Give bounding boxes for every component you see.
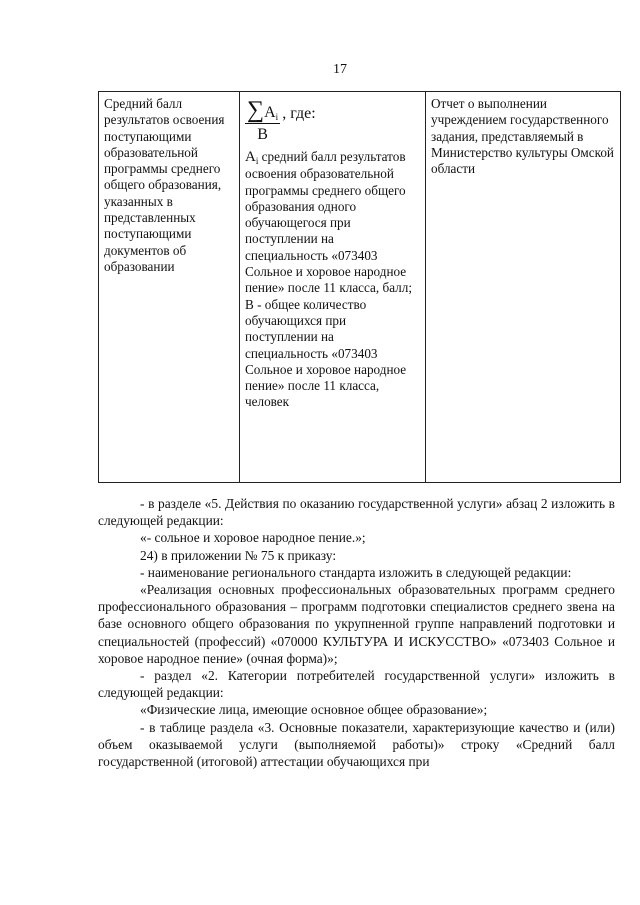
ai-variable: A <box>245 149 256 165</box>
indicator-name-cell: Средний балл результатов освоения поступающими образовательной программы среднего общего образования, указанных в представленных поступающими документов об образовании <box>99 92 240 483</box>
data-source-cell: Отчет о выполнении учреждением государственного задания, представляемый в Министерство культуры Омской области <box>426 92 621 483</box>
numerator-variable: A <box>264 104 276 121</box>
formula-denominator: B <box>257 126 268 143</box>
formula-numerator <box>245 98 280 124</box>
ai-subscript: i <box>255 156 259 166</box>
paragraph: «Физические лица, имеющие основное общее образование»; <box>140 702 488 718</box>
ai-description: средний балл результатов освоения образовательной программы среднего общего образования одного обучающегося при поступлении на специальность «073403 Сольное и хоровое народное пение» после 11 класса, балл; <box>245 149 412 296</box>
page-number: 17 <box>333 62 347 77</box>
paragraph: «- сольное и хоровое народное пение.»; <box>140 530 366 546</box>
document-body <box>98 495 615 770</box>
variable-b-definition: В - общее количество обучающихся при поступлении на специальность «073403 Сольное и хоровое народное пение» после 11 класса, человек <box>245 296 407 410</box>
paragraph: 24) в приложении № 75 к приказу: <box>140 547 337 563</box>
paragraph: - раздел «2. Категории потребителей государственной услуги» изложить в следующей редакции: <box>98 668 615 701</box>
formula-fraction <box>245 98 280 144</box>
sum-symbol: ∑ <box>247 97 265 123</box>
paragraph: «Реализация основных профессиональных образовательных программ среднего профессионального образования – программ подготовки специалистов среднего звена на базе основного общего образования по укрупненной группе направлений подготовки и специальностей (профессий) «070000 КУЛЬТУРА И ИСКУССТВО» «073403 Сольное и хоровое народное пение» (очная форма)»; <box>98 582 615 666</box>
paragraph: - наименование регионального стандарта изложить в следующей редакции: <box>140 564 572 580</box>
numerator-subscript: i <box>275 111 279 122</box>
paragraph: - в разделе «5. Действия по оказанию государственной услуги» абзац 2 изложить в следующей редакции: <box>98 496 615 529</box>
table-row <box>99 92 621 483</box>
paragraph: - в таблице раздела «3. Основные показатели, характеризующие качество и (или) объем оказываемой услуги (выполняемой работы)» строку «Средний балл государственной (итоговой) аттестации обучающихся при <box>98 719 615 770</box>
variable-ai-definition <box>245 148 420 297</box>
formula-where-label: , где: <box>282 105 316 122</box>
formula <box>245 98 420 144</box>
indicator-table <box>98 91 621 483</box>
calculation-formula-cell <box>240 92 426 483</box>
